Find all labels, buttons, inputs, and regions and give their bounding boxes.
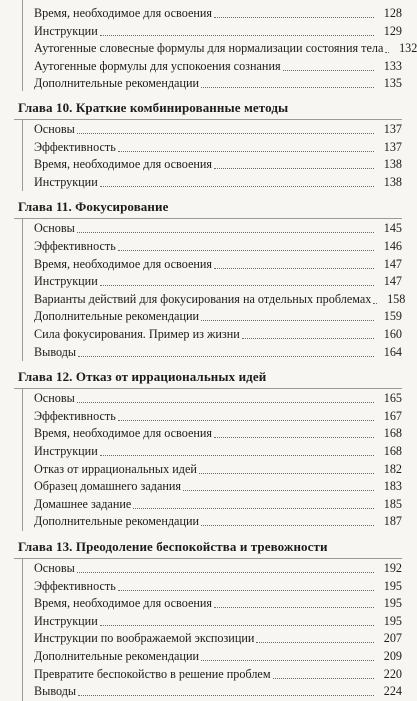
entry-title: Инструкции — [34, 274, 98, 289]
dot-leader — [201, 524, 374, 526]
section-rule-vertical — [22, 388, 23, 531]
dot-leader — [118, 249, 374, 251]
page-number: 128 — [383, 6, 402, 20]
page-number: 135 — [383, 76, 402, 91]
toc-entry — [34, 665, 402, 682]
dot-leader — [199, 472, 374, 474]
entry-title: Эффективность — [34, 139, 116, 154]
toc-entry — [34, 442, 402, 459]
dot-leader — [100, 185, 374, 187]
toc-entry — [34, 173, 402, 190]
page-number: 224 — [383, 684, 402, 699]
page-number: 147 — [383, 274, 402, 289]
page-number: 165 — [383, 391, 402, 406]
toc-entry — [34, 559, 402, 576]
toc-entry — [34, 272, 402, 289]
dot-leader — [78, 694, 374, 696]
entry-title: Основы — [34, 122, 75, 136]
entry-title: Инструкции — [34, 613, 98, 628]
toc-entry — [34, 477, 402, 494]
dot-leader — [77, 401, 374, 403]
toc-entry — [34, 290, 406, 307]
chapter-heading: Глава 10. Краткие комбинированные методы — [18, 100, 289, 115]
entry-title: Аутогенные формулы для успокоения сознания — [34, 58, 281, 73]
section-rule-vertical — [22, 0, 23, 91]
entry-title: Домашнее задание — [34, 496, 132, 511]
dot-leader — [201, 319, 374, 321]
toc-entry — [34, 237, 402, 254]
toc-entry — [34, 74, 402, 91]
entry-title: Инструкции — [34, 174, 98, 189]
toc-entry — [34, 612, 402, 629]
toc-entry — [34, 577, 402, 594]
toc-entry — [34, 138, 402, 155]
entry-title: Превратите беспокойство в решение проблем — [34, 666, 271, 681]
page-number: 137 — [383, 122, 402, 136]
dot-leader — [133, 507, 374, 509]
dot-leader — [77, 132, 374, 134]
entry-title: Инструкции — [34, 444, 98, 458]
section-rule-vertical — [22, 119, 23, 191]
page-number: 220 — [383, 666, 402, 681]
page-number: 158 — [387, 291, 406, 306]
entry-title: Инструкции — [34, 23, 98, 38]
entry-title: Эффективность — [34, 408, 116, 423]
page-number: 182 — [383, 461, 402, 476]
page-number: 164 — [383, 344, 402, 359]
entry-title: Основы — [34, 391, 75, 406]
page-number: 132 — [399, 41, 417, 56]
dot-leader — [118, 419, 374, 421]
page-number: 195 — [383, 578, 402, 593]
dot-leader — [100, 284, 374, 286]
page-number: 159 — [383, 309, 402, 324]
dot-leader — [214, 16, 374, 18]
entry-title: Дополнительные рекомендации — [34, 649, 200, 663]
toc-entry — [34, 424, 402, 441]
entry-title: Варианты действий для фокусирования на отдельных проблемах — [34, 291, 372, 306]
page-number: 187 — [383, 514, 402, 529]
page-number: 195 — [383, 596, 402, 611]
dot-leader — [118, 589, 374, 591]
toc-entry — [34, 325, 402, 342]
chapter-heading: Глава 12. Отказ от иррациональных идей — [18, 369, 267, 385]
dot-leader — [214, 436, 374, 438]
toc-entry — [34, 22, 402, 39]
entry-title: Выводы — [34, 344, 77, 359]
dot-leader — [183, 489, 374, 491]
dot-leader — [214, 167, 374, 169]
entry-title: Дополнительные рекомендации — [34, 309, 200, 324]
entry-title: Выводы — [34, 684, 77, 699]
entry-title: Основы — [34, 561, 75, 575]
toc-entry — [34, 389, 402, 406]
page-number: 133 — [383, 58, 402, 73]
toc-entry — [34, 460, 402, 477]
page-number: 192 — [383, 561, 402, 575]
entry-title: Инструкции по воображаемой экспозиции — [34, 631, 255, 646]
entry-title: Эффективность — [34, 239, 116, 253]
dot-leader — [100, 454, 374, 456]
page-number: 138 — [383, 174, 402, 189]
page-number: 147 — [383, 256, 402, 271]
entry-title: Отказ от иррациональных идей — [34, 461, 197, 476]
dot-leader — [256, 641, 374, 643]
toc-entry — [34, 682, 402, 699]
entry-title: Сила фокусирования. Пример из жизни — [34, 327, 240, 341]
toc-entry — [34, 512, 402, 529]
dot-leader — [373, 302, 377, 304]
toc-entry — [34, 255, 402, 272]
entry-title: Время, необходимое для освоения — [34, 6, 213, 20]
toc-entry — [34, 155, 402, 172]
dot-leader — [77, 571, 374, 573]
page-number: 195 — [383, 613, 402, 628]
dot-leader — [201, 86, 374, 88]
page-number: 138 — [383, 157, 402, 172]
page-number: 167 — [383, 408, 402, 423]
page-number: 137 — [383, 139, 402, 154]
entry-title: Эффективность — [34, 578, 116, 593]
entry-title: Время, необходимое для освоения — [34, 596, 213, 611]
toc-entry — [34, 307, 402, 324]
page-number: 160 — [383, 327, 402, 341]
toc-entry — [34, 219, 402, 236]
dot-leader — [78, 355, 374, 357]
toc-entry — [34, 57, 402, 74]
page-number: 146 — [383, 239, 402, 253]
dot-leader — [100, 624, 374, 626]
entry-title: Образец домашнего задания — [34, 479, 182, 494]
toc-entry — [34, 343, 402, 360]
section-rule-vertical — [22, 218, 23, 361]
toc-entry — [34, 39, 417, 56]
entry-title: Аутогенные словесные формулы для нормализации состояния тела — [34, 41, 384, 56]
toc-entry — [34, 407, 402, 424]
toc-entry — [34, 647, 402, 664]
section-rule-vertical — [22, 558, 23, 701]
page-number: 145 — [383, 221, 402, 236]
toc-entry — [34, 120, 402, 137]
page-number: 168 — [383, 426, 402, 441]
page-number: 185 — [383, 496, 402, 511]
dot-leader — [385, 51, 389, 53]
entry-title: Время, необходимое для освоения — [34, 256, 213, 271]
dot-leader — [214, 606, 374, 608]
dot-leader — [273, 677, 374, 679]
dot-leader — [118, 150, 374, 152]
entry-title: Время, необходимое для освоения — [34, 426, 213, 441]
chapter-heading: Глава 11. Фокусирование — [18, 199, 169, 215]
toc-entry — [34, 629, 402, 646]
page-number: 129 — [383, 23, 402, 38]
page-number: 207 — [383, 631, 402, 646]
dot-leader — [77, 231, 374, 233]
page-number: 168 — [383, 444, 402, 458]
toc-entry — [34, 594, 402, 611]
dot-leader — [100, 34, 374, 36]
entry-title: Дополнительные рекомендации — [34, 76, 200, 91]
toc-entry — [34, 4, 402, 21]
entry-title: Основы — [34, 221, 75, 236]
dot-leader — [214, 267, 374, 269]
page-number: 209 — [383, 649, 402, 663]
dot-leader — [201, 659, 374, 661]
dot-leader — [283, 69, 374, 71]
entry-title: Дополнительные рекомендации — [34, 514, 200, 529]
page-number: 183 — [383, 479, 402, 494]
toc-entry — [34, 495, 402, 512]
dot-leader — [242, 337, 374, 339]
entry-title: Время, необходимое для освоения — [34, 157, 213, 172]
chapter-heading: Глава 13. Преодоление беспокойства и тревожности — [18, 539, 328, 554]
